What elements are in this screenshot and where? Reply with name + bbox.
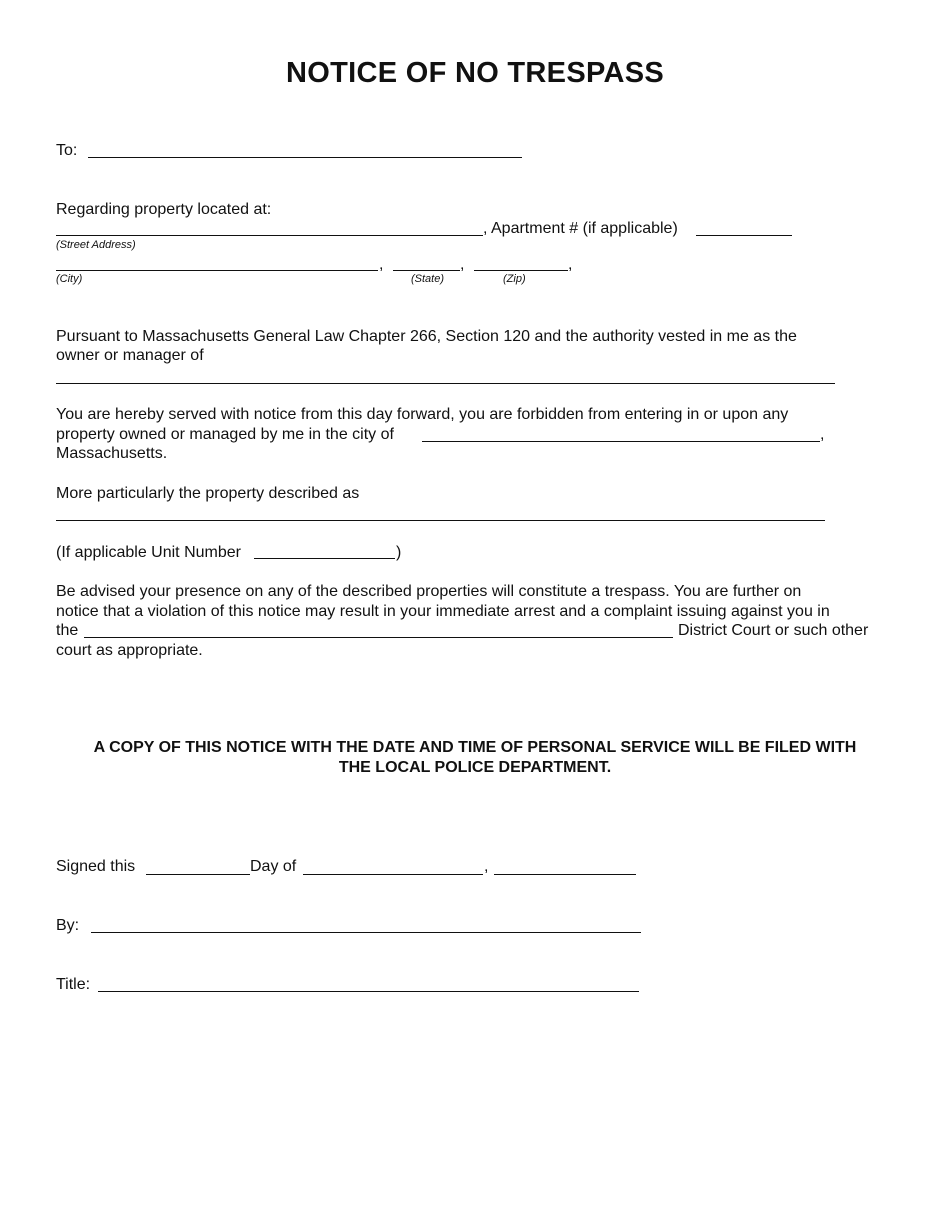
described-label: More particularly the property described as (56, 485, 360, 502)
document-title: NOTICE OF NO TRESPASS (286, 57, 664, 89)
by-label: By: (56, 917, 80, 934)
served-line-1: You are hereby served with notice from this day forward, you are forbidden from entering in or upon any (56, 406, 789, 423)
advised-line-1: Be advised your presence on any of the described properties will constitute a trespass. You are further on (56, 583, 802, 600)
pursuant-line-1: Pursuant to Massachusetts General Law Chapter 266, Section 120 and the authority vested in me as the (56, 328, 797, 345)
signed-day-field[interactable] (146, 874, 250, 875)
advised-line-2: notice that a violation of this notice may result in your immediate arrest and a complaint issuing against you in (56, 603, 830, 620)
street-address-field[interactable] (56, 235, 483, 236)
copy-notice-line-2: THE LOCAL POLICE DEPARTMENT. (338, 759, 612, 776)
served-line-2: property owned or managed by me in the city of (56, 426, 394, 443)
advised-the: the (56, 622, 79, 639)
served-comma: , (820, 426, 825, 443)
pursuant-line-2: owner or manager of (56, 347, 204, 364)
regarding-label: Regarding property located at: (56, 201, 272, 218)
copy-notice-line-1: A COPY OF THIS NOTICE WITH THE DATE AND TIME OF PERSONAL SERVICE WILL BE FILED WITH (93, 739, 857, 756)
by-field[interactable] (91, 932, 641, 933)
signed-comma: , (484, 858, 489, 875)
title-field[interactable] (98, 991, 639, 992)
zip-hint: (Zip) (503, 273, 526, 285)
state-hint: (State) (411, 273, 445, 285)
street-address-hint: (Street Address) (56, 239, 136, 251)
year-field[interactable] (494, 874, 636, 875)
state-field[interactable] (393, 270, 460, 271)
advised-line-4: court as appropriate. (56, 642, 203, 659)
zip-field[interactable] (474, 270, 568, 271)
unit-close: ) (396, 544, 402, 561)
unit-label: (If applicable Unit Number (56, 544, 241, 561)
owner-of-field[interactable] (56, 383, 835, 384)
apartment-label: , Apartment # (if applicable) (483, 220, 678, 237)
apartment-field[interactable] (696, 235, 792, 236)
served-line-3: Massachusetts. (56, 445, 168, 462)
description-field[interactable] (56, 520, 825, 521)
zip-comma: , (568, 256, 573, 273)
city-of-field[interactable] (422, 441, 820, 442)
advised-court: District Court or such other (678, 622, 869, 639)
state-comma: , (460, 256, 465, 273)
city-hint: (City) (56, 273, 83, 285)
title-label: Title: (56, 976, 91, 993)
to-label: To: (56, 142, 78, 159)
city-comma: , (379, 256, 384, 273)
to-field[interactable] (88, 157, 522, 158)
signed-label: Signed this (56, 858, 136, 875)
unit-number-field[interactable] (254, 558, 395, 559)
court-field[interactable] (84, 637, 673, 638)
city-field[interactable] (56, 270, 378, 271)
month-field[interactable] (303, 874, 483, 875)
day-of-label: Day of (250, 858, 297, 875)
